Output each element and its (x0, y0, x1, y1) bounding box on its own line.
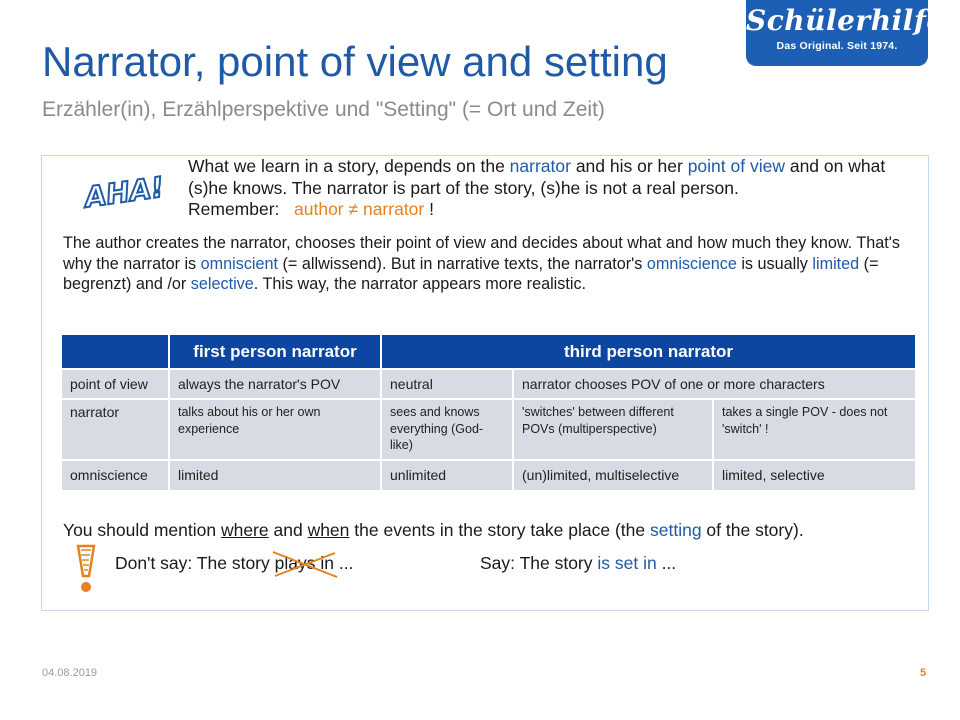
term-omniscience: omniscience (646, 254, 737, 273)
table-row (61, 369, 916, 399)
logo-tagline: Das Original. Seit 1974. (776, 40, 898, 52)
slide-subtitle: Erzähler(in), Erzählperspektive und "Setting" (= Ort und Zeit) (42, 98, 605, 121)
intro-text: What we learn in a story, depends on the narrator and his or her point of view and on what (s)he knows. The narrator is part of the story, (s)he is not a real person. Remember: author ≠ narrator ! (188, 156, 886, 219)
term-limited: limited (812, 254, 860, 273)
cross-out-icon (269, 549, 341, 579)
term-selective: selective (190, 275, 254, 293)
table-cell: limited, selective (713, 460, 916, 491)
header-third-person: third person narrator (381, 334, 916, 369)
exclamation-warning-icon (74, 544, 98, 596)
aha-badge-text: AHA! (82, 170, 166, 214)
term-omniscient: omniscient (200, 254, 279, 273)
table-cell: limited (169, 460, 381, 491)
row-label: point of view (61, 369, 169, 399)
table-cell: (un)limited, multiselective (513, 460, 713, 491)
table-header-empty (61, 334, 169, 369)
say-example: Say: The story is set in ... (480, 553, 677, 573)
table-cell: unlimited (381, 460, 513, 491)
table-cell: talks about his or her own experience (169, 399, 381, 460)
term-where: where (220, 520, 269, 540)
logo-brand: Schülerhilfe! (746, 4, 958, 37)
term-narrator: narrator (509, 156, 571, 176)
schuelerhilfe-logo (746, 0, 958, 66)
aha-badge-icon (78, 164, 168, 214)
setting-sentence: You should mention where and when the events in the story take place (the setting of the story). (63, 520, 804, 540)
table-cell: 'switches' between different POVs (multiperspective) (513, 399, 713, 460)
term-point-of-view: point of view (687, 156, 785, 176)
header-first-person: first person narrator (169, 334, 381, 369)
slide-title: Narrator, point of view and setting (42, 38, 668, 85)
table-cell: neutral (381, 369, 513, 399)
term-is-set-in: is set in (597, 553, 657, 573)
table-row (61, 460, 916, 491)
term-when: when (307, 520, 350, 540)
table-cell: sees and knows everything (God-like) (381, 399, 513, 460)
narrator-table (60, 333, 917, 492)
row-label: omniscience (61, 460, 169, 491)
struck-phrase: plays in (275, 553, 334, 574)
table-row (61, 399, 916, 460)
term-setting: setting (650, 520, 702, 540)
table-header-row (61, 334, 916, 369)
page-number: 5 (920, 667, 927, 679)
dont-say-example: Don't say: The story plays in ... (115, 553, 353, 574)
footer-date: 04.08.2019 (42, 667, 98, 679)
explanation-paragraph: The author creates the narrator, chooses their point of view and decides about what and how much they know. That's why the narrator is omniscient (= allwissend). But in narrative texts, the narrator's omniscience is usually limited (= begrenzt) and /or selective. This way, the narrator appears more realistic. (63, 234, 900, 293)
row-label: narrator (61, 399, 169, 460)
author-not-narrator: author ≠ narrator (294, 199, 425, 219)
content-panel (41, 155, 929, 611)
table-cell: narrator chooses POV of one or more characters (513, 369, 916, 399)
table-cell: takes a single POV - does not 'switch' ! (713, 399, 916, 460)
table-cell: always the narrator's POV (169, 369, 381, 399)
